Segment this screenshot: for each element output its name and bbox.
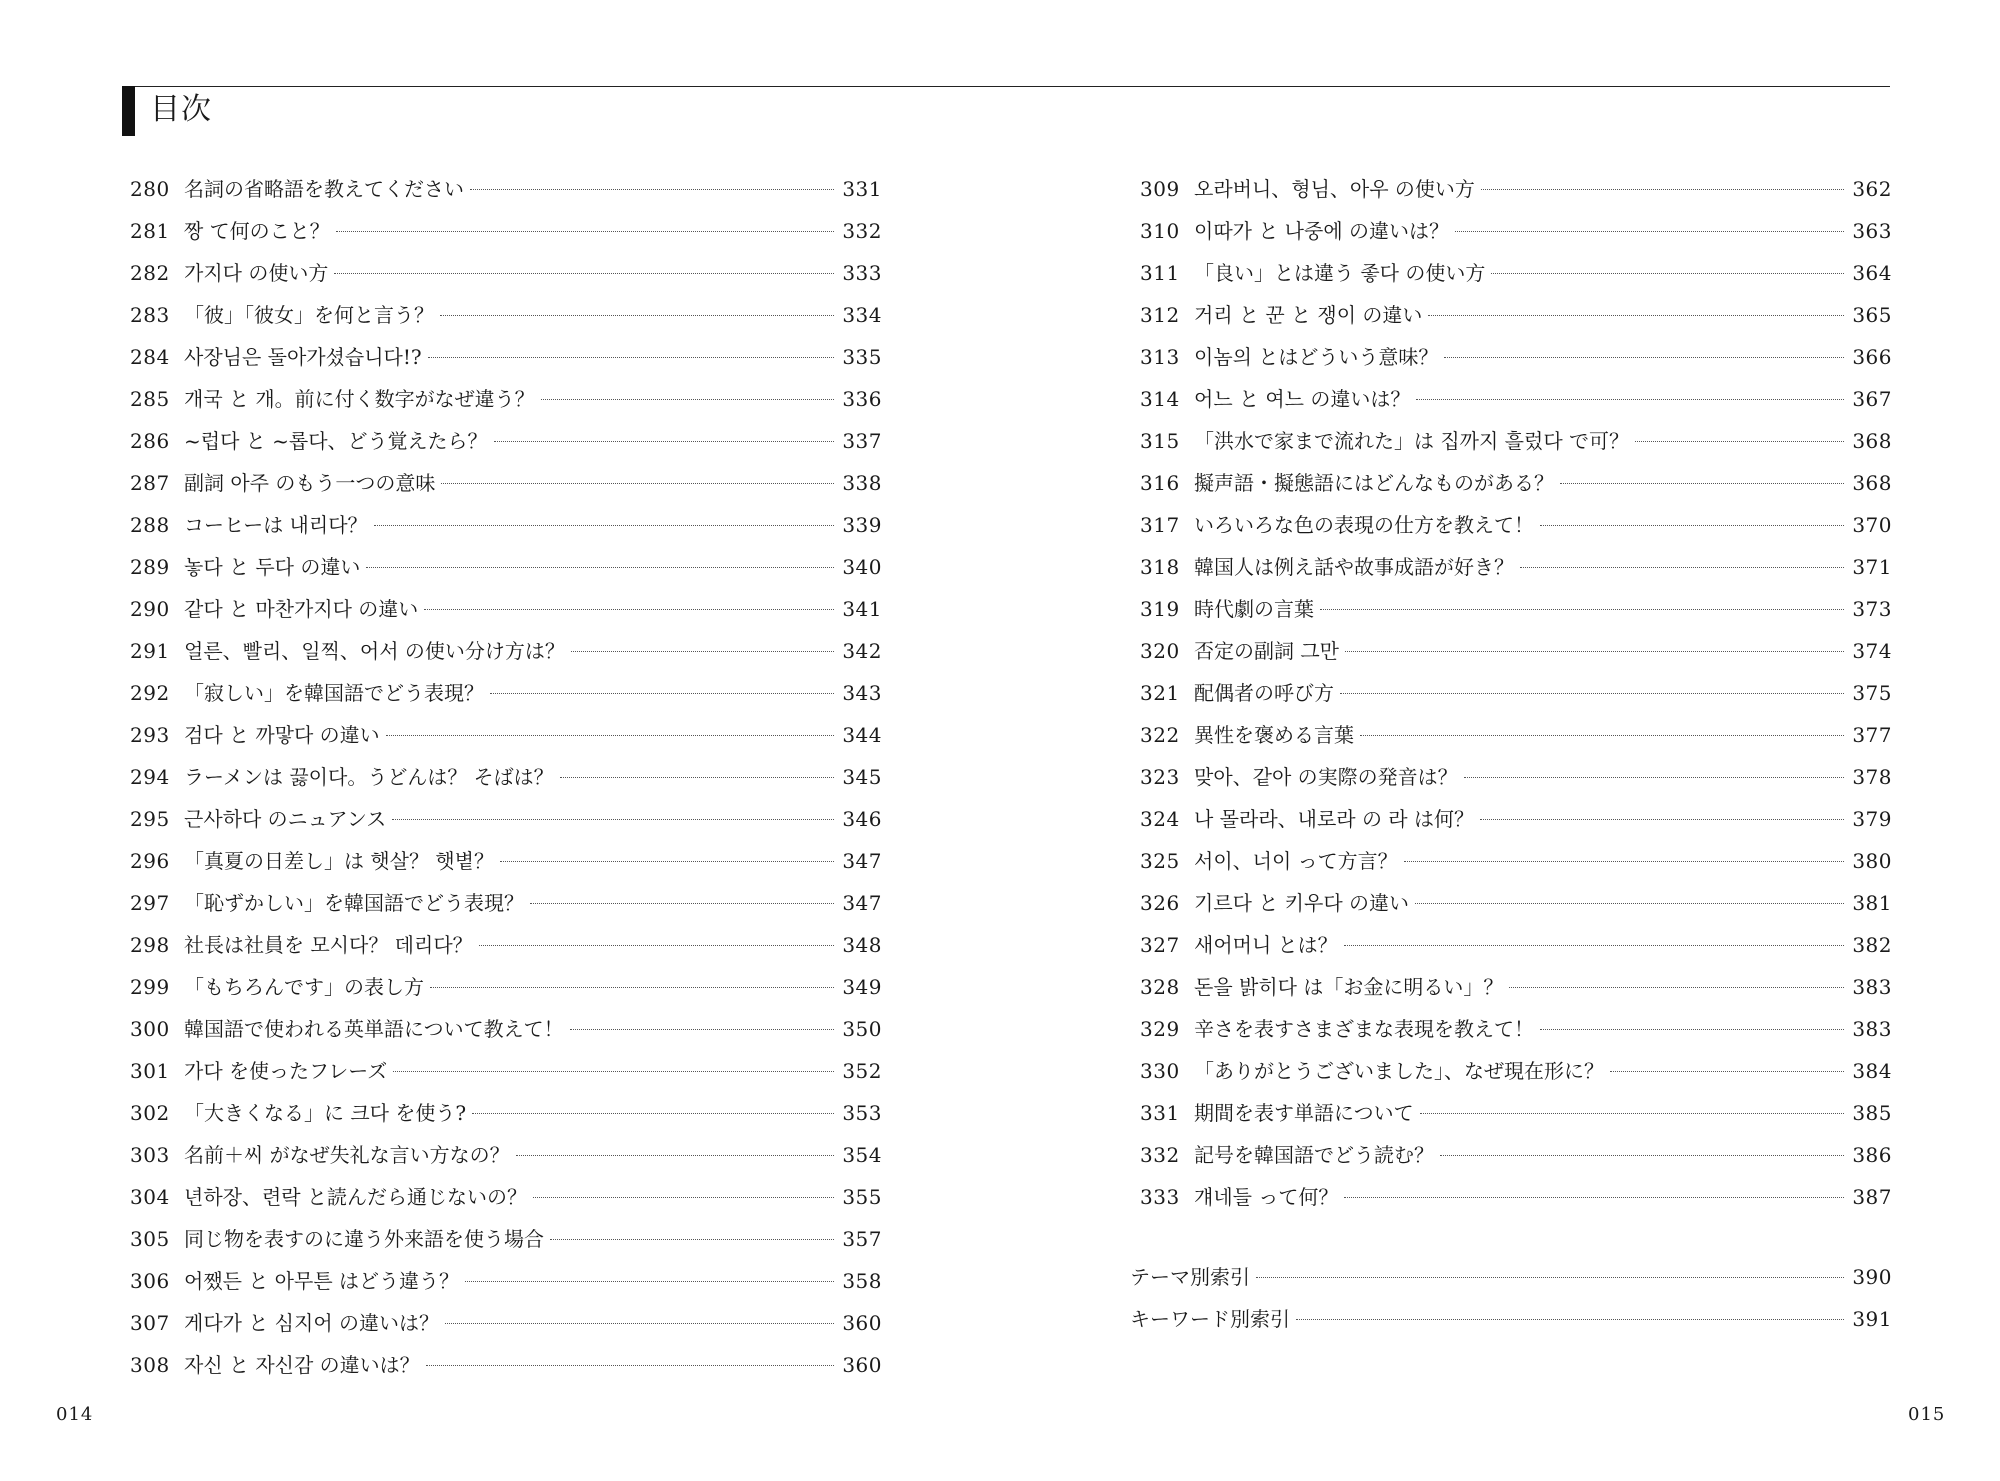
entry-title: 개국 と 개。前に付く数字がなぜ違う？ <box>184 387 535 411</box>
dot-leader <box>1509 987 1844 988</box>
entry-page-number: 380 <box>1852 849 1892 873</box>
toc-entry[interactable] <box>1140 168 1892 210</box>
entry-number: 289 <box>130 555 170 579</box>
entry-title: 配偶者の呼び方 <box>1194 681 1334 705</box>
entry-page-number: 353 <box>842 1101 882 1125</box>
toc-entry[interactable] <box>130 378 882 420</box>
header-accent-bar <box>122 86 135 136</box>
toc-entry[interactable] <box>1140 588 1892 630</box>
entry-page-number: 345 <box>842 765 882 789</box>
entry-number: 299 <box>130 975 170 999</box>
toc-entry[interactable] <box>1140 1050 1892 1092</box>
entry-page-number: 333 <box>842 261 882 285</box>
entry-page-number: 352 <box>842 1059 882 1083</box>
entry-page-number: 363 <box>1852 219 1892 243</box>
entry-title: 擬声語・擬態語にはどんなものがある？ <box>1194 471 1554 495</box>
dot-leader <box>1360 735 1844 736</box>
dot-leader <box>1320 609 1844 610</box>
entry-number: 292 <box>130 681 170 705</box>
entry-number: 313 <box>1140 345 1180 369</box>
entry-number: 314 <box>1140 387 1180 411</box>
entry-title: 「ありがとうございました」、なぜ現在形に？ <box>1194 1059 1604 1083</box>
dot-leader <box>334 273 834 274</box>
toc-entry[interactable] <box>130 882 882 924</box>
entry-page-number: 379 <box>1852 807 1892 831</box>
entry-title: 「良い」とは違う 좋다 の使い方 <box>1194 261 1486 285</box>
entry-number: 284 <box>130 345 170 369</box>
entry-title: 게다가 と 심지어 の違いは？ <box>184 1311 439 1335</box>
entry-page-number: 371 <box>1852 555 1892 579</box>
entry-title: 오라버니、형님、아우 の使い方 <box>1194 177 1475 201</box>
entry-title: 얼른、빨리、일찍、어서 の使い分け方は？ <box>184 639 565 663</box>
entry-title: 記号を韓国語でどう読む？ <box>1194 1143 1434 1167</box>
entry-number: 281 <box>130 219 170 243</box>
entry-title: 同じ物を表すのに違う外来語を使う場合 <box>184 1227 544 1251</box>
entry-page-number: 332 <box>842 219 882 243</box>
entry-title: 년하장、련락 と読んだら通じないの？ <box>184 1185 527 1209</box>
index-entry[interactable] <box>1130 1256 1892 1298</box>
toc-entry[interactable] <box>1140 924 1892 966</box>
left-page-number: 014 <box>56 1404 94 1425</box>
toc-entry[interactable] <box>130 1092 882 1134</box>
toc-entry[interactable] <box>1140 294 1892 336</box>
dot-leader <box>530 903 834 904</box>
dot-leader <box>1344 945 1844 946</box>
entry-title: 자신 と 자신감 の違いは？ <box>184 1353 420 1377</box>
page-title: 目次 <box>150 92 212 127</box>
dot-leader <box>428 357 834 358</box>
dot-leader <box>1420 1113 1844 1114</box>
dot-leader <box>1440 1155 1844 1156</box>
toc-entry[interactable] <box>1140 672 1892 714</box>
dot-leader <box>1481 189 1844 190</box>
entry-title: 否定の副詞 그만 <box>1194 639 1339 663</box>
entry-number: 330 <box>1140 1059 1180 1083</box>
entry-number: 288 <box>130 513 170 537</box>
dot-leader <box>1340 693 1844 694</box>
entry-title: 이놈의 とはどういう意味？ <box>1194 345 1439 369</box>
entry-number: 321 <box>1140 681 1180 705</box>
dot-leader <box>500 861 834 862</box>
entry-number: 290 <box>130 597 170 621</box>
entry-title: 名詞の省略語を教えてください <box>184 177 464 201</box>
toc-entry[interactable] <box>1140 966 1892 1008</box>
entry-page-number: 367 <box>1852 387 1892 411</box>
entry-number: 286 <box>130 429 170 453</box>
toc-entry[interactable] <box>130 756 882 798</box>
entry-page-number: 360 <box>842 1353 882 1377</box>
entry-page-number: 358 <box>842 1269 882 1293</box>
toc-entry[interactable] <box>130 210 882 252</box>
dot-leader <box>1480 819 1844 820</box>
toc-entry[interactable] <box>1140 882 1892 924</box>
toc-entry[interactable] <box>1140 420 1892 462</box>
entry-title: テーマ別索引 <box>1130 1265 1250 1289</box>
toc-entry[interactable] <box>1140 252 1892 294</box>
entry-title: 기르다 と 키우다 の違い <box>1194 891 1409 915</box>
entry-title: 韓国人は例え話や故事成語が好き？ <box>1194 555 1514 579</box>
entry-page-number: 383 <box>1852 1017 1892 1041</box>
dot-leader <box>472 1113 834 1114</box>
entry-page-number: 334 <box>842 303 882 327</box>
toc-entry[interactable] <box>1140 1134 1892 1176</box>
entry-title: 같다 と 마찬가지다 の違い <box>184 597 419 621</box>
entry-number: 315 <box>1140 429 1180 453</box>
entry-title: 異性を褒める言葉 <box>1194 723 1354 747</box>
toc-entry[interactable] <box>130 546 882 588</box>
toc-entry[interactable] <box>1140 630 1892 672</box>
entry-page-number: 383 <box>1852 975 1892 999</box>
entry-page-number: 347 <box>842 891 882 915</box>
dot-leader <box>1455 231 1844 232</box>
entry-page-number: 338 <box>842 471 882 495</box>
entry-page-number: 350 <box>842 1017 882 1041</box>
entry-page-number: 335 <box>842 345 882 369</box>
toc-entry[interactable] <box>130 1050 882 1092</box>
entry-number: 301 <box>130 1059 170 1083</box>
entry-number: 331 <box>1140 1101 1180 1125</box>
entry-number: 282 <box>130 261 170 285</box>
entry-number: 308 <box>130 1353 170 1377</box>
toc-entry[interactable] <box>1140 378 1892 420</box>
dot-leader <box>533 1197 834 1198</box>
entry-page-number: 368 <box>1852 429 1892 453</box>
toc-entry[interactable] <box>1140 756 1892 798</box>
dot-leader <box>1540 525 1844 526</box>
toc-entry[interactable] <box>130 1302 882 1344</box>
entry-number: 311 <box>1140 261 1180 285</box>
entry-page-number: 391 <box>1852 1307 1892 1331</box>
toc-entry[interactable] <box>1140 798 1892 840</box>
entry-page-number: 355 <box>842 1185 882 1209</box>
entry-number: 298 <box>130 933 170 957</box>
entry-page-number: 341 <box>842 597 882 621</box>
toc-entry[interactable] <box>1140 1176 1892 1218</box>
entry-number: 291 <box>130 639 170 663</box>
dot-leader <box>550 1239 834 1240</box>
entry-number: 323 <box>1140 765 1180 789</box>
entry-title: 놓다 と 두다 の違い <box>184 555 361 579</box>
entry-number: 318 <box>1140 555 1180 579</box>
entry-title: キーワード別索引 <box>1130 1307 1290 1331</box>
entry-page-number: 382 <box>1852 933 1892 957</box>
dot-leader <box>440 315 834 316</box>
dot-leader <box>441 483 834 484</box>
entry-number: 287 <box>130 471 170 495</box>
entry-number: 329 <box>1140 1017 1180 1041</box>
entry-number: 306 <box>130 1269 170 1293</box>
entry-page-number: 344 <box>842 723 882 747</box>
entry-title: 「恥ずかしい」を韓国語でどう表現？ <box>184 891 524 915</box>
dot-leader <box>366 567 834 568</box>
toc-entry[interactable] <box>130 1344 882 1386</box>
toc-entry[interactable] <box>1140 1092 1892 1134</box>
dot-leader <box>541 399 834 400</box>
entry-title: 社長は社員を 모시다？ 데리다？ <box>184 933 473 957</box>
dot-leader <box>393 1071 834 1072</box>
dot-leader <box>571 651 834 652</box>
entry-number: 316 <box>1140 471 1180 495</box>
entry-page-number: 374 <box>1852 639 1892 663</box>
entry-page-number: 354 <box>842 1143 882 1167</box>
entry-number: 296 <box>130 849 170 873</box>
entry-number: 305 <box>130 1227 170 1251</box>
header-rule <box>122 86 1890 87</box>
entry-page-number: 366 <box>1852 345 1892 369</box>
entry-number: 309 <box>1140 177 1180 201</box>
dot-leader <box>1464 777 1844 778</box>
toc-entry[interactable] <box>1140 336 1892 378</box>
dot-leader <box>1296 1319 1844 1320</box>
dot-leader <box>465 1281 834 1282</box>
entry-title: ラーメンは 끓이다。うどんは？ そばは？ <box>184 765 554 789</box>
dot-leader <box>1428 315 1844 316</box>
entry-page-number: 386 <box>1852 1143 1892 1167</box>
entry-title: 「もちろんです」の表し方 <box>184 975 424 999</box>
entry-title: コーヒーは 내리다？ <box>184 513 368 537</box>
dot-leader <box>1256 1277 1844 1278</box>
dot-leader <box>386 735 834 736</box>
entry-title: 어느 と 여느 の違いは？ <box>1194 387 1411 411</box>
toc-entry[interactable] <box>130 588 882 630</box>
entry-number: 332 <box>1140 1143 1180 1167</box>
entry-title: ~럽다 と ~롭다、どう覚えたら？ <box>184 429 488 453</box>
entry-page-number: 342 <box>842 639 882 663</box>
dot-leader <box>374 525 834 526</box>
dot-leader <box>479 945 834 946</box>
toc-entry[interactable] <box>130 966 882 1008</box>
entry-title: 어쨌든 と 아무튼 はどう違う？ <box>184 1269 459 1293</box>
entry-number: 283 <box>130 303 170 327</box>
entry-title: 서이、너이 って方言？ <box>1194 849 1398 873</box>
entry-title: 이따가 と 나중에 の違いは？ <box>1194 219 1449 243</box>
dot-leader <box>494 441 834 442</box>
toc-entry[interactable] <box>1140 210 1892 252</box>
entry-title: 「大きくなる」に 크다 を使う? <box>184 1101 467 1125</box>
dot-leader <box>560 777 834 778</box>
toc-entry[interactable] <box>130 462 882 504</box>
toc-left-column <box>130 168 882 1386</box>
entry-title: 근사하다 のニュアンス <box>184 807 387 831</box>
entry-number: 320 <box>1140 639 1180 663</box>
entry-page-number: 381 <box>1852 891 1892 915</box>
entry-title: 「洪水で家まで流れた」は 집까지 흘렀다 で可？ <box>1194 429 1629 453</box>
dot-leader <box>430 987 834 988</box>
entry-page-number: 387 <box>1852 1185 1892 1209</box>
toc-entry[interactable] <box>130 672 882 714</box>
entry-number: 319 <box>1140 597 1180 621</box>
entry-title: 사장님은 돌아가셨습니다!? <box>184 345 422 369</box>
dot-leader <box>336 231 834 232</box>
toc-entry[interactable] <box>130 168 882 210</box>
entry-number: 322 <box>1140 723 1180 747</box>
toc-entry[interactable] <box>130 714 882 756</box>
right-page-number: 015 <box>1908 1404 1946 1425</box>
toc-entry[interactable] <box>1140 546 1892 588</box>
entry-title: 「彼」「彼女」を何と言う？ <box>184 303 434 327</box>
entry-page-number: 385 <box>1852 1101 1892 1125</box>
toc-entry[interactable] <box>130 1134 882 1176</box>
toc-entry[interactable] <box>130 798 882 840</box>
entry-title: 가지다 の使い方 <box>184 261 329 285</box>
entry-page-number: 340 <box>842 555 882 579</box>
dot-leader <box>1560 483 1844 484</box>
entry-page-number: 390 <box>1852 1265 1892 1289</box>
dot-leader <box>1444 357 1844 358</box>
entry-title: いろいろな色の表現の仕方を教えて！ <box>1194 513 1534 537</box>
entry-page-number: 365 <box>1852 303 1892 327</box>
entry-number: 328 <box>1140 975 1180 999</box>
entry-page-number: 349 <box>842 975 882 999</box>
toc-entry[interactable] <box>130 252 882 294</box>
entry-title: 韓国語で使われる英単語について教えて！ <box>184 1017 564 1041</box>
entry-page-number: 348 <box>842 933 882 957</box>
entry-title: 辛さを表すさまざまな表現を教えて！ <box>1194 1017 1534 1041</box>
entry-page-number: 347 <box>842 849 882 873</box>
entry-page-number: 373 <box>1852 597 1892 621</box>
entry-title: 나 몰라라、내로라 の 라 は何？ <box>1194 807 1474 831</box>
dot-leader <box>1345 651 1844 652</box>
toc-entry[interactable] <box>1140 504 1892 546</box>
toc-right-column <box>1140 168 1892 1218</box>
entry-number: 333 <box>1140 1185 1180 1209</box>
dot-leader <box>426 1365 834 1366</box>
toc-entry[interactable] <box>130 336 882 378</box>
entry-number: 293 <box>130 723 170 747</box>
entry-page-number: 377 <box>1852 723 1892 747</box>
entry-page-number: 360 <box>842 1311 882 1335</box>
entry-title: 돈을 밝히다 は「お金に明るい」？ <box>1194 975 1504 999</box>
entry-page-number: 346 <box>842 807 882 831</box>
toc-entry[interactable] <box>130 1008 882 1050</box>
dot-leader <box>1520 567 1844 568</box>
entry-page-number: 357 <box>842 1227 882 1251</box>
entry-page-number: 378 <box>1852 765 1892 789</box>
dot-leader <box>1635 441 1844 442</box>
dot-leader <box>1540 1029 1844 1030</box>
entry-number: 310 <box>1140 219 1180 243</box>
entry-page-number: 337 <box>842 429 882 453</box>
entry-number: 325 <box>1140 849 1180 873</box>
entry-number: 295 <box>130 807 170 831</box>
entry-number: 324 <box>1140 807 1180 831</box>
entry-page-number: 362 <box>1852 177 1892 201</box>
entry-title: 副詞 아주 のもう一つの意味 <box>184 471 436 495</box>
toc-entry[interactable] <box>130 924 882 966</box>
entry-page-number: 336 <box>842 387 882 411</box>
entry-page-number: 384 <box>1852 1059 1892 1083</box>
entry-page-number: 368 <box>1852 471 1892 495</box>
entry-page-number: 375 <box>1852 681 1892 705</box>
dot-leader <box>1415 903 1844 904</box>
dot-leader <box>424 609 834 610</box>
toc-entry[interactable] <box>130 420 882 462</box>
entry-number: 317 <box>1140 513 1180 537</box>
entry-title: 짱 て何のこと？ <box>184 219 330 243</box>
toc-entry[interactable] <box>1140 1008 1892 1050</box>
entry-number: 307 <box>130 1311 170 1335</box>
entry-page-number: 339 <box>842 513 882 537</box>
toc-entry[interactable] <box>130 294 882 336</box>
dot-leader <box>1416 399 1844 400</box>
entry-title: 걔네들 って何？ <box>1194 1185 1339 1209</box>
dot-leader <box>1404 861 1844 862</box>
entry-number: 303 <box>130 1143 170 1167</box>
dot-leader <box>392 819 834 820</box>
toc-entry[interactable] <box>130 504 882 546</box>
entry-title: 가다 を使ったフレーズ <box>184 1059 388 1083</box>
entry-title: 맞아、같아 の実際の発音は？ <box>1194 765 1458 789</box>
entry-page-number: 343 <box>842 681 882 705</box>
dot-leader <box>1344 1197 1844 1198</box>
entry-title: 名前＋씨 がなぜ失礼な言い方なの？ <box>184 1143 510 1167</box>
entry-number: 280 <box>130 177 170 201</box>
entry-title: 「寂しい」を韓国語でどう表現？ <box>184 681 484 705</box>
entry-page-number: 331 <box>842 177 882 201</box>
entry-title: 검다 と 까맣다 の違い <box>184 723 380 747</box>
entry-number: 302 <box>130 1101 170 1125</box>
entry-number: 326 <box>1140 891 1180 915</box>
entry-title: 時代劇の言葉 <box>1194 597 1314 621</box>
entry-number: 304 <box>130 1185 170 1209</box>
dot-leader <box>570 1029 834 1030</box>
entry-number: 297 <box>130 891 170 915</box>
dot-leader <box>445 1323 834 1324</box>
entry-title: 새어머니 とは？ <box>1194 933 1338 957</box>
entry-page-number: 364 <box>1852 261 1892 285</box>
entry-number: 312 <box>1140 303 1180 327</box>
toc-entry[interactable] <box>130 630 882 672</box>
entry-number: 327 <box>1140 933 1180 957</box>
toc-entry[interactable] <box>1140 714 1892 756</box>
entry-number: 294 <box>130 765 170 789</box>
entry-title: 「真夏の日差し」は 햇살？ 햇볕？ <box>184 849 494 873</box>
entry-number: 300 <box>130 1017 170 1041</box>
dot-leader <box>490 693 834 694</box>
dot-leader <box>1491 273 1844 274</box>
toc-entry[interactable] <box>1140 840 1892 882</box>
entry-title: 거리 と 꾼 と 쟁이 の違い <box>1194 303 1423 327</box>
index-list <box>1130 1256 1892 1340</box>
toc-entry[interactable] <box>130 1260 882 1302</box>
toc-entry[interactable] <box>130 1218 882 1260</box>
entry-number: 285 <box>130 387 170 411</box>
dot-leader <box>516 1155 834 1156</box>
toc-entry[interactable] <box>130 1176 882 1218</box>
dot-leader <box>470 189 834 190</box>
index-entry[interactable] <box>1130 1298 1892 1340</box>
entry-title: 期間を表す単語について <box>1194 1101 1414 1125</box>
entry-page-number: 370 <box>1852 513 1892 537</box>
dot-leader <box>1610 1071 1844 1072</box>
toc-entry[interactable] <box>1140 462 1892 504</box>
toc-entry[interactable] <box>130 840 882 882</box>
